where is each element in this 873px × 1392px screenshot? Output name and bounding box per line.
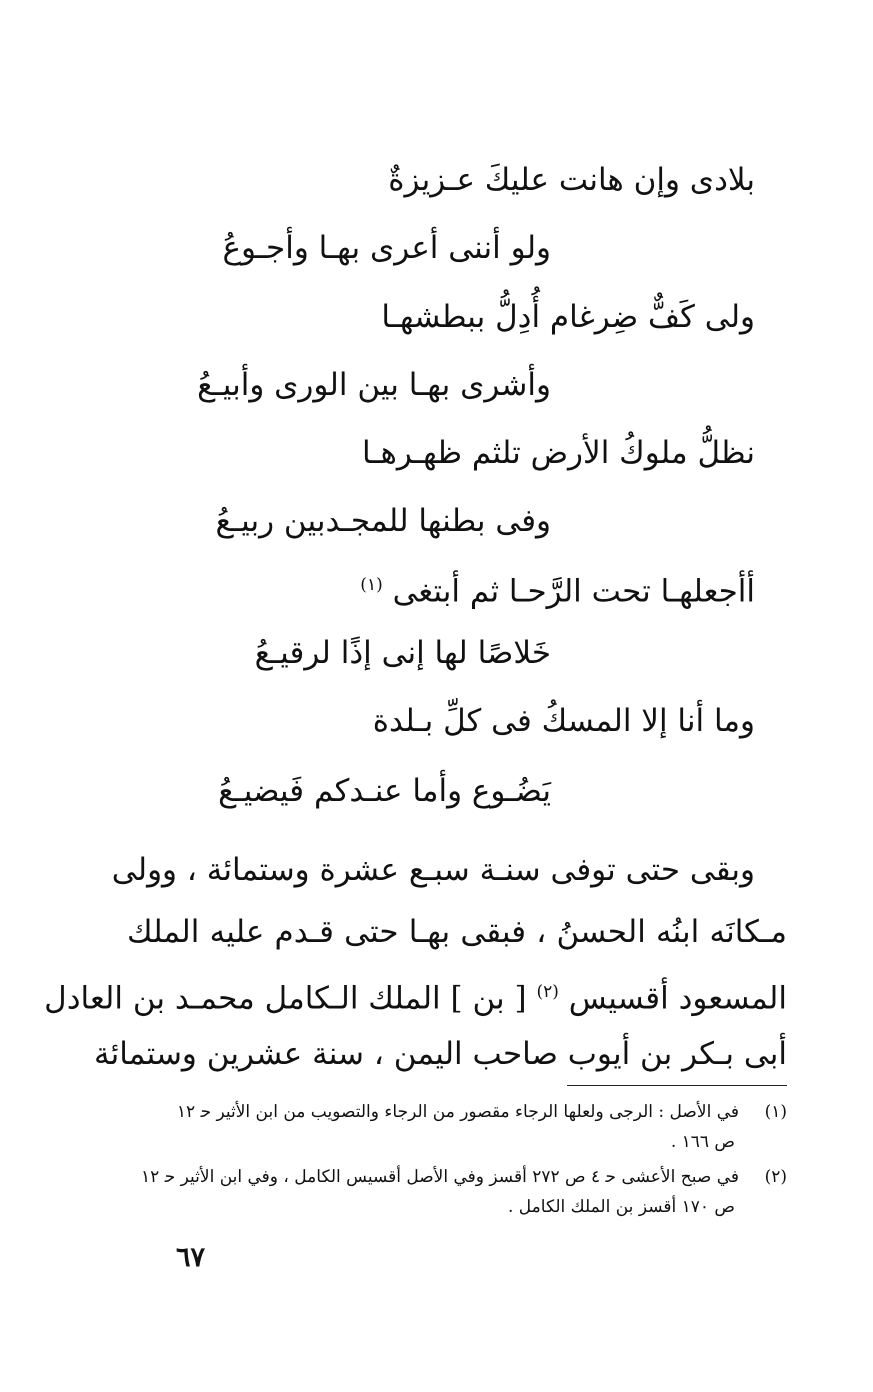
footnote-2-text: في صبح الأعشى ﺣ ٤ ص ٢٧٢ أقسز وفي الأصل أقسيس الكامل ، وفي ابن الأثير ﺣ ١٢ [141, 1167, 739, 1187]
page-number: ٦٧ [175, 1242, 205, 1273]
verse-2-first-hemistich: ولى كَفٌّ ضِرغام أُدِلُّ ببطشهـا [381, 299, 755, 335]
verse-4-first-text: أأجعلهـا تحت الرَّحـا ثم أبتغى [392, 573, 755, 610]
verse-4-first-hemistich [360, 565, 755, 611]
verse-1-first-hemistich: بلادى وإن هانت عليكَ عـزيزةٌ [388, 162, 755, 198]
footnote-1-number: (١) [764, 1102, 787, 1122]
prose-line-4: أبى بـكر بن أيوب صاحب اليمن ، سنة عشرين وستمائة [93, 1036, 787, 1072]
verse-5-first-hemistich: وما أنا إلا المسكُ فى كلِّ بـلدة [372, 703, 755, 739]
prose-line-3-start: المسعود أقسيس [568, 980, 787, 1017]
verse-3-first-hemistich: نظلُّ ملوكُ الأرض تلثم ظهـرهـا [361, 435, 755, 471]
verse-2-second-hemistich: وأشرى بهـا بين الورى وأبيـعُ [197, 367, 551, 403]
footnote-1-line-1 [127, 1097, 787, 1127]
footnote-2-line-1 [127, 1162, 787, 1192]
footnote-1-line-2: ص ١٦٦ . [670, 1132, 735, 1152]
verse-5-second-hemistich: يَضُـوع وأما عنـدكم فَيضيـعُ [218, 773, 551, 809]
footnote-1-text: في الأصل : الرجى ولعلها الرجاء مقصور من الرجاء والتصويب من ابن الأثير ﺣ ١٢ [176, 1102, 739, 1122]
verse-3-second-hemistich: وفى بطنها للمجـدبين ربيـعُ [215, 503, 551, 539]
footnote-2-number: (٢) [764, 1167, 787, 1187]
prose-line-2: مـكانَه ابنُه الحسنُ ، فبقى بهـا حتى قـدم عليه الملك [127, 914, 787, 950]
verse-1-second-hemistich: ولو أننى أعرى بهـا وأجـوعُ [222, 230, 551, 266]
footnote-2-line-2: ص ١٧٠ أقسز بن الملك الكامل . [507, 1197, 735, 1217]
footnote-ref-2[interactable]: (٢) [536, 982, 559, 1002]
footnote-1 [127, 1097, 787, 1157]
prose-line-1: وبقى حتى توفى سنـة سبـع عشرة وستمائة ، وولى [111, 852, 755, 888]
footnote-ref-1[interactable]: (١) [360, 575, 383, 595]
prose-line-3 [44, 972, 787, 1018]
footnote-separator [567, 1085, 787, 1086]
footnote-2 [127, 1162, 787, 1222]
verse-4-second-hemistich: خَلاصًا لها إنى إذًا لرقيـعُ [254, 635, 551, 671]
prose-line-3-end: [ بن ] الملك الـكامل محمـد بن العادل [44, 980, 527, 1017]
